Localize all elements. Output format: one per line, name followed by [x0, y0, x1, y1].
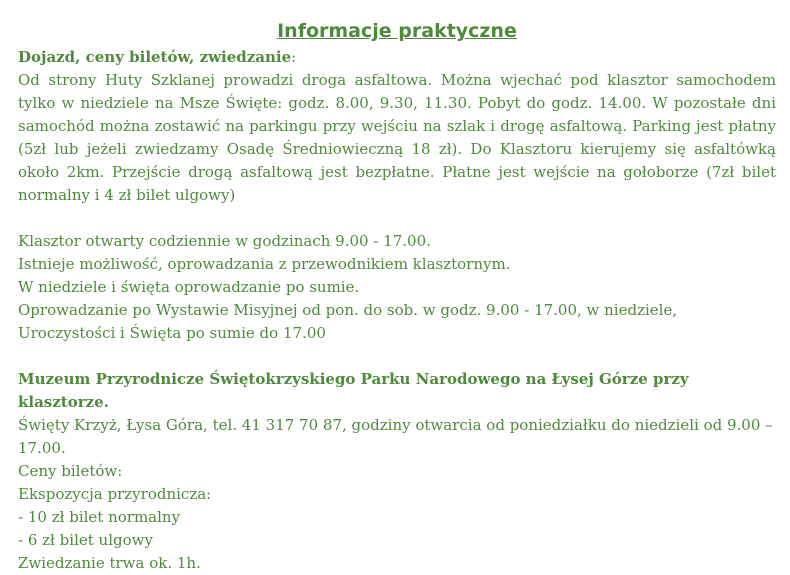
muzeum-heading: Muzeum Przyrodnicze Świętokrzyskiego Parku Narodowego na Łysej Górze przy klasztorze.	[18, 370, 689, 411]
klasztor-line-3: W niedziele i święta oprowadzanie po sumie.	[18, 278, 360, 296]
klasztor-line-2: Istnieje możliwość, oprowadzania z przewodnikiem klasztornym.	[18, 255, 511, 273]
czas-zwiedzania: Zwiedzanie trwa ok. 1h.	[18, 554, 201, 572]
bilet-ulgowy: - 6 zł bilet ulgowy	[18, 531, 153, 549]
dojazd-heading-colon: :	[291, 48, 297, 66]
dojazd-heading-text: Dojazd, ceny biletów, zwiedzanie	[18, 48, 292, 66]
spacer	[18, 207, 776, 230]
dojazd-paragraph: Od strony Huty Szklanej prowadzi droga asfaltowa. Można wjechać pod klasztor samochodem tylko w niedziele na Msze Święte: godz. 8.00, 9.30, 11.30. Pobyt do godz. 14.00. W pozostałe dni samochód można zostawić na parkingu przy wejściu na szlak i drogę asfaltową. Parking jest płatny (5zł lub jeżeli zwiedzamy Osadę Średniowieczną 18 zł). Do Klasztoru kierujemy się asfaltówką około 2km. Przejście drogą asfaltową jest bezpłatne. Płatne jest wejście na gołoborze (7zł bilet normalny i 4 zł bilet ulgowy)	[18, 71, 776, 204]
ceny-biletow-label: Ceny biletów:	[18, 462, 123, 480]
klasztor-line-4: Oprowadzanie po Wystawie Misyjnej od pon. do sob. w godz. 9.00 - 17.00, w niedziele, Uroczystości i Święta po sumie do 17.00	[18, 301, 678, 342]
muzeum-address: Święty Krzyż, Łysa Góra, tel. 41 317 70 87, godziny otwarcia od poniedziałku do niedzieli od 9.00 – 17.00.	[18, 416, 773, 457]
section-dojazd-heading	[18, 46, 776, 69]
bilet-normalny: - 10 zł bilet normalny	[18, 508, 181, 526]
klasztor-line-1: Klasztor otwarty codziennie w godzinach 9.00 - 17.00.	[18, 232, 431, 250]
page-title: Informacje praktyczne	[277, 20, 517, 42]
ekspozycja-label: Ekspozycja przyrodnicza:	[18, 485, 212, 503]
spacer	[18, 345, 776, 368]
